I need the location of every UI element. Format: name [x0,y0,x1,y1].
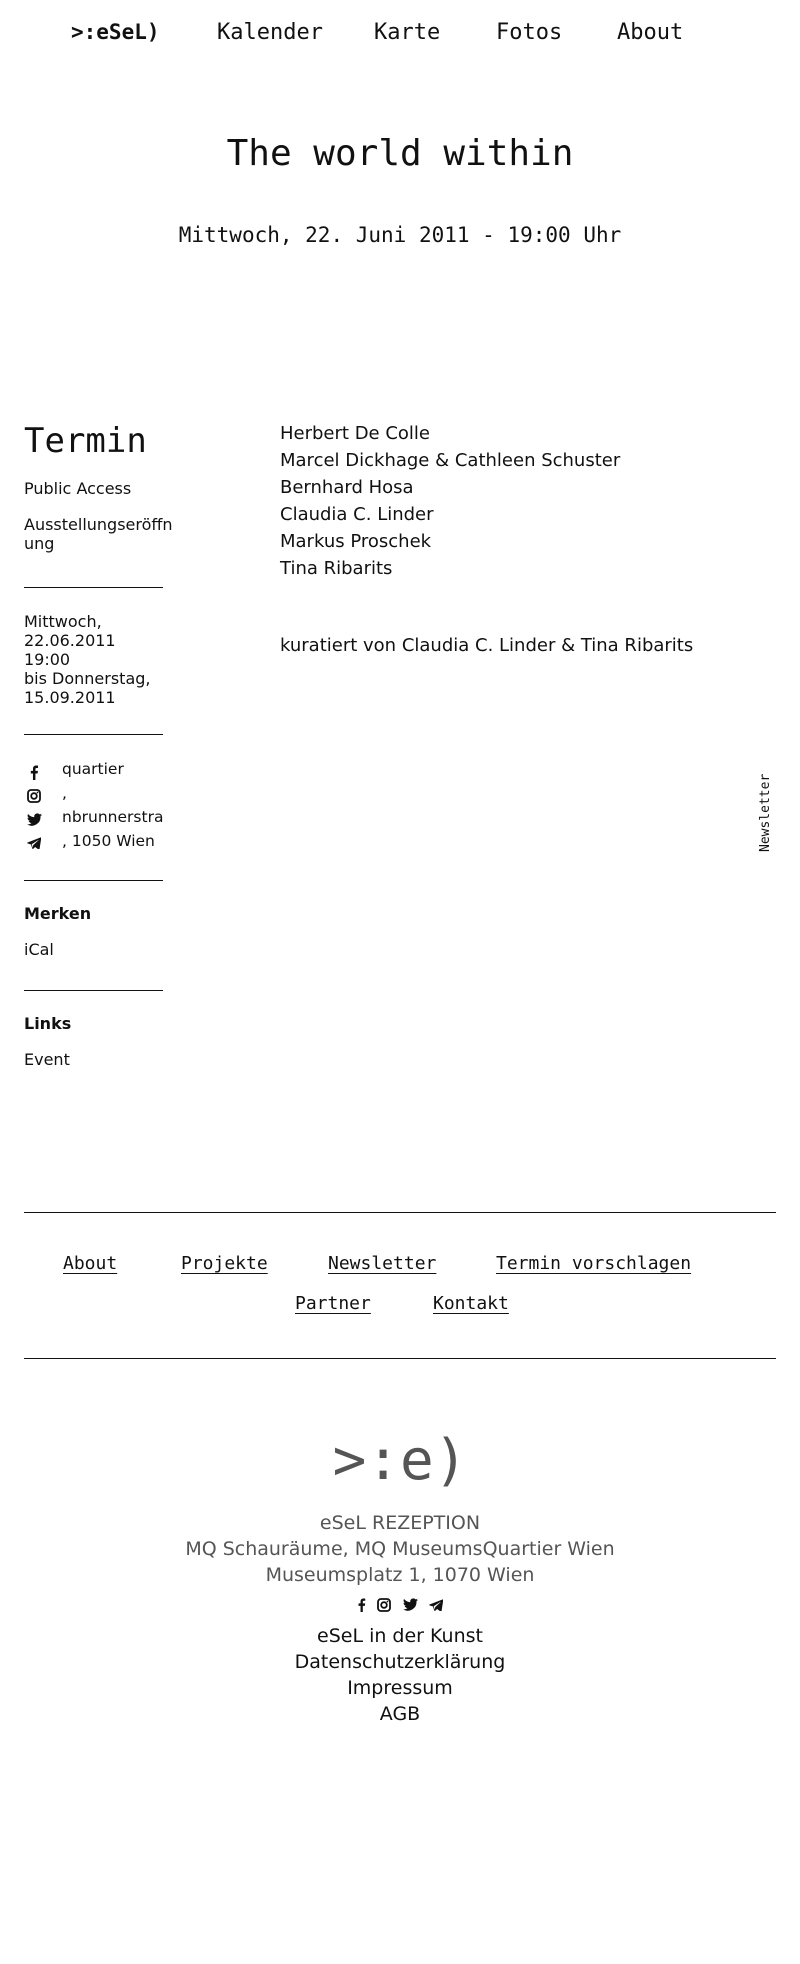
sidebar-heading: Termin [24,421,147,461]
instagram-icon[interactable] [24,789,44,813]
artist-name: Claudia C. Linder [280,504,434,525]
newsletter-tab[interactable]: Newsletter [758,773,773,852]
date-line: 22.06.2011 19:00 [24,631,116,669]
footer-divider [24,1212,776,1213]
telegram-icon[interactable] [24,837,44,861]
footer-social-icons [357,1598,443,1617]
footer-link-partner[interactable]: Partner [295,1293,371,1314]
logo-link[interactable]: >:eSeL) [71,20,160,44]
footer-address: Museumsplatz 1, 1070 Wien [265,1564,535,1586]
event-dates [24,612,163,707]
artist-name: Tina Ribarits [280,558,393,579]
address-line: , 1050 Wien [62,832,155,850]
artist-name: Markus Proschek [280,531,432,552]
event-link[interactable]: Event [24,1050,70,1069]
nav-item-karte[interactable]: Karte [374,20,441,45]
footer-link-projekte[interactable]: Projekte [181,1253,268,1274]
footer-link-about[interactable]: About [63,1253,118,1274]
event-datetime: Mittwoch, 22. Juni 2011 - 19:00 Uhr [178,223,622,247]
top-navigation [0,20,800,50]
nav-item-fotos[interactable]: Fotos [496,20,563,45]
nav-item-kalender[interactable]: Kalender [217,20,323,45]
curator-credit: kuratiert von Claudia C. Linder & Tina Ribarits [280,635,694,656]
event-type-line: Ausstellungseröffn [24,515,173,534]
footer-divider [24,1358,776,1359]
ical-link[interactable]: iCal [24,940,54,959]
divider [24,880,163,881]
artist-list [280,420,620,582]
footer-link-impressum[interactable]: Impressum [347,1677,453,1699]
footer-link-termin-vorschlagen[interactable]: Termin vorschlagen [496,1253,692,1274]
instagram-icon[interactable] [377,1598,391,1617]
event-type-line: ung [24,534,55,553]
footer-logo: >:e) [332,1428,468,1493]
event-title: The world within [226,133,574,174]
telegram-icon[interactable] [429,1598,443,1617]
nav-item-about[interactable]: About [617,20,684,45]
twitter-icon[interactable] [403,1598,418,1617]
footer-link-datenschutz[interactable]: Datenschutzerklärung [294,1651,506,1673]
facebook-icon[interactable] [357,1598,366,1617]
footer-link-esel-in-der-kunst[interactable]: eSeL in der Kunst [317,1625,483,1647]
merken-heading: Merken [24,904,92,923]
address-line: quartier [62,760,124,778]
address-line: , [62,784,67,802]
footer-link-newsletter[interactable]: Newsletter [328,1253,437,1274]
date-line: 15.09.2011 [24,688,116,707]
date-line: bis Donnerstag, [24,669,151,688]
footer-link-kontakt[interactable]: Kontakt [433,1293,509,1314]
share-icons [24,765,44,861]
divider [24,734,163,735]
facebook-icon[interactable] [24,765,44,789]
address-line: nbrunnerstra [62,808,163,826]
event-address[interactable] [62,757,163,853]
divider [24,587,163,588]
artist-name: Bernhard Hosa [280,477,414,498]
links-heading: Links [24,1014,72,1033]
footer-link-agb[interactable]: AGB [379,1703,421,1725]
footer-location: MQ Schauräume, MQ MuseumsQuartier Wien [185,1538,615,1560]
artist-name: Marcel Dickhage & Cathleen Schuster [280,450,621,471]
date-line: Mittwoch, [24,612,102,631]
footer-org: eSeL REZEPTION [319,1512,481,1534]
divider [24,990,163,991]
event-type [24,515,173,553]
event-category: Public Access [24,479,132,498]
artist-name: Herbert De Colle [280,423,431,444]
footer-legal-links [0,1623,800,1727]
twitter-icon[interactable] [24,813,44,837]
